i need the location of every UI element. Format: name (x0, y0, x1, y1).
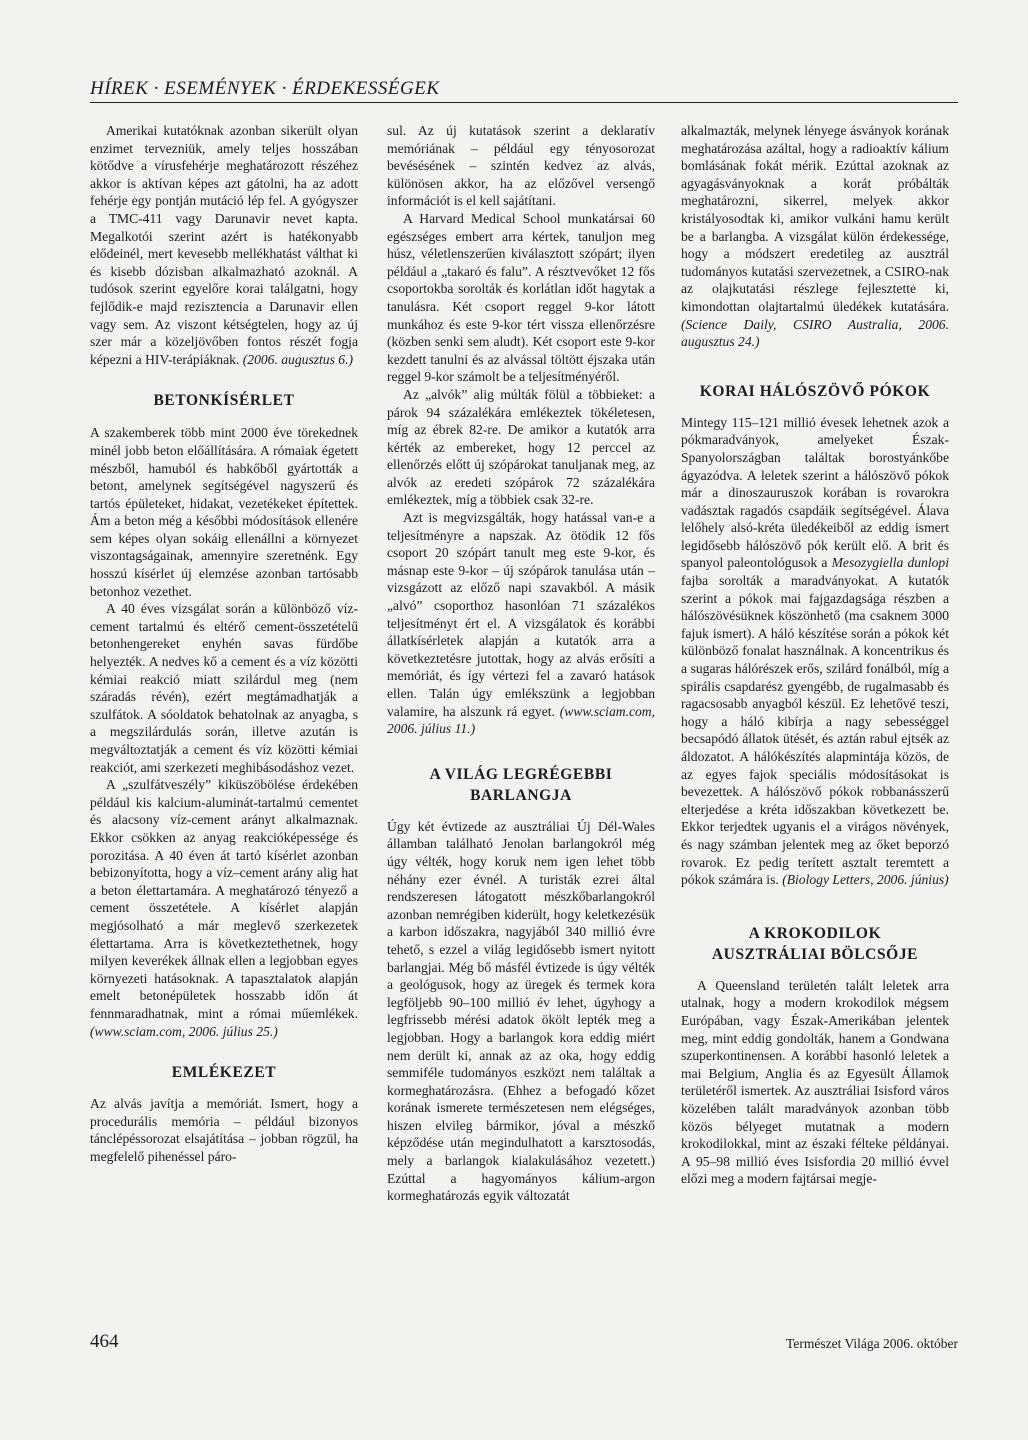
heading-krokodilok-line1: A KROKODILOK (748, 924, 882, 942)
paragraph: A szakemberek több mint 2000 éve törekednek minél jobb beton előállítására. A rómaiak égetett mészből, hamuból és habkőből gyártották a betont, amelynek segítségével nagyszerű és tartós épületeket, hidakat, vezetékeket építettek. Ám a beton még a későbbi módosítások ellenére sem képes olyan sokáig ellenállni a környezet viszontagságainak, amennyire szeretnénk. Egy hosszú kísérlet új elemzése azonban tartósabb betonhoz vezethet. (90, 425, 358, 599)
source-citation: (www.sciam.com, 2006. július 25.) (90, 1023, 278, 1039)
heading-krokodilok-line2: AUSZTRÁLIAI BÖLCSŐJE (711, 945, 919, 963)
paragraph: A 40 éves vizsgálat során a különböző víz-cement tartalmú és eltérő cement-összetételű betonhengereket enyhén savas fürdőbe helyezték. A nedves kő a cement és a víz közötti kémiai reakció miatt szilárdul meg (nem száradás révén), ezért megtámadhatják a szulfátok. A sóoldatok behatolnak az anyagba, s a megszilárdulás során, illetve azután is megváltoztatják a cement és víz közötti kémiai reakciót, ami szerkezeti meghibásodáshoz vezet. (90, 601, 358, 775)
page-number: 464 (90, 1331, 119, 1352)
heading-barlang-line2: BARLANGJA (470, 786, 572, 804)
paragraph: A Queensland területén talált leletek arra utalnak, hogy a modern krokodilok mégsem Európában, vagy Észak-Amerikában jelentek meg, mint eddig gondolták, hanem a Gondwana szuperkontinensen. A korábbi hasonló leletek a mai Belgium, Anglia és az Egyesült Államok területéről ismertek. Az ausztráliai Isisford város közelében talált maradványok azonban több közös bélyeget mutatnak a modern krokodilokkal, mint az északi félteke példányai. A 95–98 millió éves Isisfordia 20 millió évvel előzi meg a modern fajtársai megje- (681, 977, 949, 1187)
journal-footer: Természet Világa 2006. október (786, 1336, 958, 1351)
column-2 (387, 122, 655, 1205)
paragraph: Az alvás javítja a memóriát. Ismert, hogy a procedurális memória – például bizonyos tánclépéssorozat elsajátítása – jobban rögzül, ha megfelelő pihenéssel páro- (90, 1096, 358, 1164)
source-citation: (Science Daily, CSIRO Australia, 2006. augusztus 24.) (681, 316, 949, 350)
paragraph: sul. Az új kutatások szerint a deklaratív memóriának – például egy tényosorozat bevésésének – szintén kedvez az alvás, különösen akkor, ha az előzővel versengő információt is el kell sajátítani. (387, 123, 655, 209)
heading-emlekezet: EMLÉKEZET (171, 1064, 277, 1082)
column-3 (681, 122, 949, 1188)
paragraph: Az „alvók” alig múlták fölül a többieket: a párok 94 százalékára emlékeztek tökéletesen, míg az ébrek 82-re. De amikor a kutatók arra kérték az embereket, hogy 12 perccel az ellenőrzés előtt új szópárokat tanuljanak meg, az alvók az eredeti szópárok 72 százalékára emlékeztek, míg a többiek csak 32-re. (387, 386, 655, 508)
species-name: Mesozygiella dunlopi (831, 555, 949, 571)
source-citation: (www.sciam.com, 2006. július 11.) (387, 703, 656, 737)
source-citation: (Biology Letters, 2006. június) (782, 872, 949, 888)
column-1 (90, 122, 358, 1165)
source-citation: (2006. augusztus 6.) (242, 351, 354, 367)
heading-betonkiserlet: BETONKÍSÉRLET (153, 392, 295, 410)
running-header (90, 78, 958, 103)
heading-barlang-line1: A VILÁG LEGRÉGEBBI (429, 765, 613, 783)
paragraph: Amerikai kutatóknak azonban sikerült olyan enzimet tervezniük, amely teljes hosszában kötődve a vírusfehérje meghatározott részéhez akkor is aktívan képes azt gátolni, ha az adott fehérje egy pontján mutáció lép fel. A gyógyszer a TMC-411 vagy Darunavir nevet kapta. Megalkotói szerint azért is hatékonyabb elődeinél, mert kevesebb mellékhatást válthat ki és kisebb dózisban alkalmazható azoknál. A tudósok szerint egyelőre korai találgatni, hogy fejlődik-e majd rezisztencia a Darunavir ellen vagy sem. Az viszont kétségtelen, hogy az új szer már a közeljövőben fontos részét fogja képezni a HIV-terápiáknak. (2006. augusztus 6.) (90, 123, 358, 367)
paragraph: Azt is megvizsgálták, hogy hatással van-e a teljesítményre a napszak. Az ötödik 12 fős csoport 20 szópárt tanult meg este 9-kor, és másnap este 9-kor – új szópárok tanulása után – vizsgázott az előző napi szavakból. A másik „alvó” csoporthoz hasonlóan 71 százalékos teljesítményt ért el. A vizsgálatok és korábbi állatkísérletek alapján a kutatók arra a következtetésre jutottak, hogy az alvás erősíti a memóriát, és így vértezi fel a zavaró hatások ellen. Talán úgy emlékszünk a legjobban valamire, ha alszunk rá egyet. (www.sciam.com, 2006. július 11.) (387, 510, 656, 737)
paragraph: alkalmazták, melynek lényege ásványok korának meghatározása azáltal, hogy a radioaktív kálium bomlásának fokát mérik. Ezúttal azoknak az agyagásványoknak a korát próbálták meghatározni, sikerrel, melyek akkor kristályosodtak ki, amikor vulkáni hamu került be a barlangba. A vizsgálat külön érdekessége, hogy a módszert eredetileg az ausztrál tudományos kutatási szervezetnek, a CSIRO-nak az olajkutatási részlege fejlesztette ki, kimondottan olajtartalmú üledékek kutatására. (Science Daily, CSIRO Australia, 2006. augusztus 24.) (681, 123, 949, 350)
heading-korai-haloszovo-pokok: KORAI HÁLÓSZÖVŐ PÓKOK (699, 382, 931, 400)
paragraph: Mintegy 115–121 millió évesek lehetnek azok a pókmaradványok, amelyeket Észak-Spanyolországban találtak borostyánkőbe ágyazódva. A leletek szerint a hálószövő pókok már a dinoszauruszok korában is rovarokra vadásztak ragadós csapdáik segítségével. Álava lelőhely alsó-kréta üledékeiből az eddig ismert legidősebb hálószövő pók került elő. A brit és spanyol paleontológusok a Mesozygiella dunlopi fajba sorolták a maradványokat. A kutatók szerint a pókok mai fajgazdagsága részben a hálószövésüknek köszönhető (ma csaknem 3000 fajuk ismert). A háló készítése során a pókok két különböző fonalat használnak. A koncentrikus és a sugaras hálórészek erős, szilárd fonálból, míg a spirális csapdarész gyengébb, de rugalmasabb és ragacsosabb anyagból készül. Ez lehetővé teszi, hogy a háló kibírja a nagy sebességgel becsapódó állatok ütését, és aztán rabul ejtsék az áldozatot. A hálókészítés alapmintája közös, de az egyes fajok speciális módosításokat is bevezettek. A hálószövő pókok robbanásszerű elterjedése a kréta időszakban következett be. Ekkor terjedtek ugyanis el a virágos növények, és nagy számban jelentek meg az őket beporzó rovarok. Ez pedig terített asztalt teremtett a pókok számára is. (Biology Letters, 2006. június) (681, 414, 949, 888)
paragraph: A „szulfátveszély” kiküszöbölése érdekében például kis kalcium-aluminát-tartalmú cementet és alacsony víz-cement arányt alkalmaznak. Ekkor csökken az anyag reakcióképessége és porozitása. A 40 éven át tartó kísérlet azonban bebizonyította, hogy a víz–cement arány alig hat a beton élettartamára. A meghatározó tényező a cement összetétele. A kísérlet alapján megjósolható a már meglevő szerkezetek élettartama. Arra is következtethetnek, hogy milyen keverékek állnak ellen a legjobban egyes környezeti hatásoknak. A tapasztalatok alapján emelt betonépületek hosszabb időn át fennmaradhatnak, mint a római műemlékek. (www.sciam.com, 2006. július 25.) (90, 777, 358, 1039)
paragraph: Úgy két évtizede az ausztráliai Új Dél-Wales államban található Jenolan barlangokról még úgy vélték, hogy koruk nem igen lehet több néhány ezer évnél. A turisták ezrei által rendszeresen látogatott mészkőbarlangokról azonban nemrégiben kiderült, hogy keletkezésük a karbon időszakra, nagyjából 340 millió évre tehető, s ezzel a világ legidősebb ismert nyitott barlangjai. Még bő másfél évtizede is úgy vélték a geológusok, hogy az üregek és termek kora legföljebb 90–100 millió év lehet, úgyhogy a legfrissebb mérési adatok ökölt lepték meg a legjobban. Hogy a barlangok kora eddig miért nem derült ki, annak az az oka, hogy eddig semmiféle tudományos eszközt nem találtak a kormeghatározásra. (Ehhez a befogadó kőzet korának ismerete természetesen nem elégséges, hiszen elvileg bármikor, jóval a mészkő képződése után megindulhatott a karsztosodás, mely a barlangok kialakulásához vezetett.) Ezúttal a hagyományos kálium-argon kormeghatározás egyik változatát (387, 818, 655, 1204)
section-title: HÍREK · ESEMÉNYEK · ÉRDEKESSÉGEK (90, 78, 440, 99)
paragraph: A Harvard Medical School munkatársai 60 egészséges embert arra kértek, tanuljon meg húsz, véletlenszerűen kiválasztott szópárt; ilyen például a „takaró és falu”. A résztvevőket 12 fős csoportokba sorolták és korlátlan időt hagytak a tanulásra. Két csoport reggel 9-kor látott munkához és este 9-kor tért vissza ellenőrzésre (közben senki sem aludt). Két csoport este 9-kor kezdett tanulni és az alvással töltött éjszaka után reggel 9-kor számolt be a teljesítményéről. (387, 210, 655, 385)
